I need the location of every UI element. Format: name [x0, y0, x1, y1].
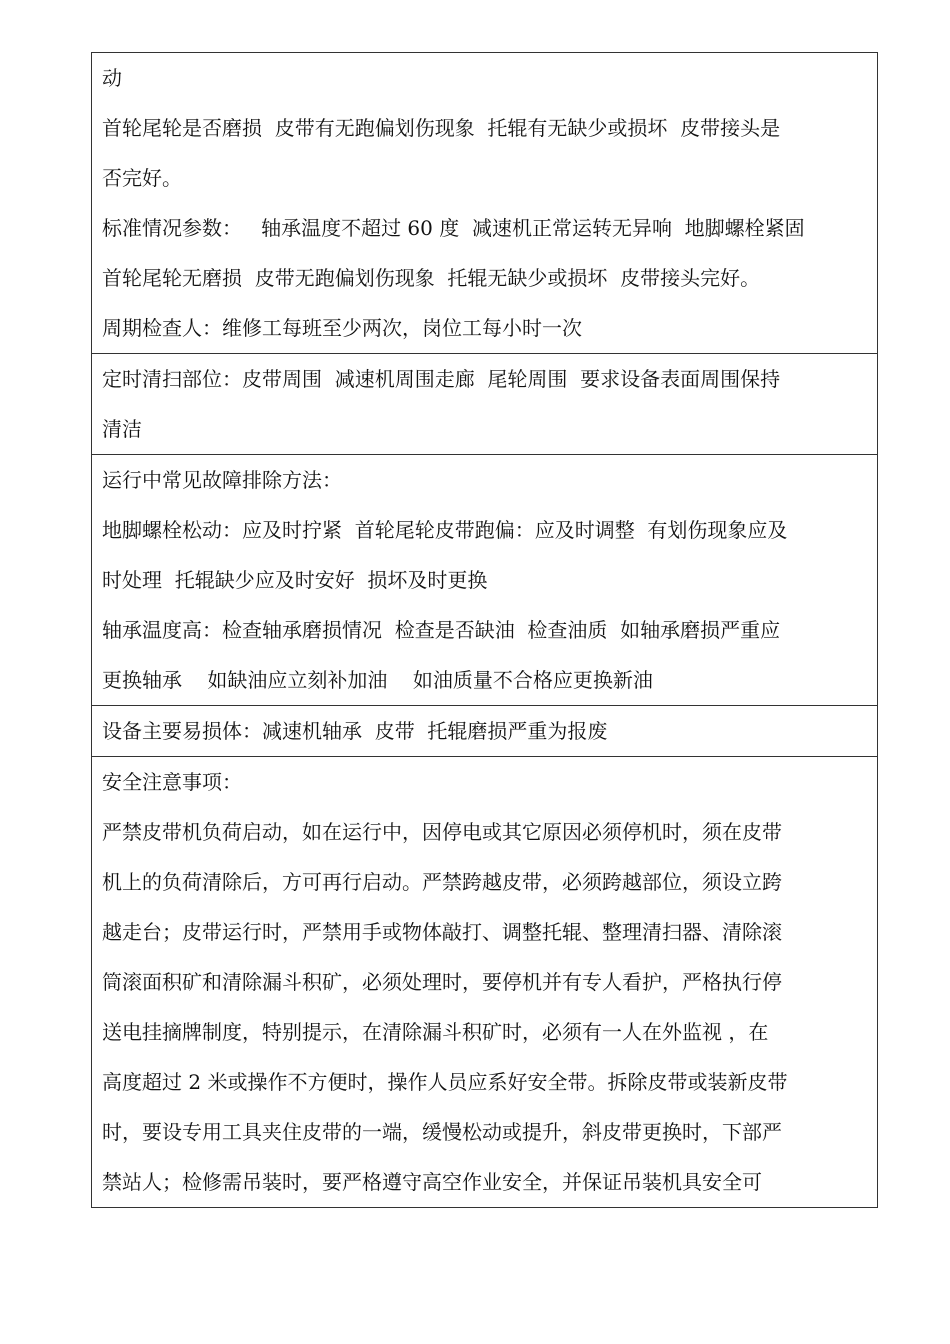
text-line: 机上的负荷清除后，方可再行启动。严禁跨越皮带，必须跨越部位，须设立跨: [102, 870, 782, 894]
text-line: 清洁: [102, 417, 142, 441]
text-line: 设备主要易损体：减速机轴承 皮带 托辊磨损严重为报废: [102, 719, 608, 743]
text-line: 高度超过 2 米或操作不方便时，操作人员应系好安全带。拆除皮带或装新皮带: [102, 1070, 788, 1094]
text-line: 安全注意事项：: [102, 770, 242, 794]
document-table: [91, 52, 878, 1208]
text-line: 运行中常见故障排除方法：: [102, 468, 342, 492]
text-line: 标准情况参数： 轴承温度不超过 60 度 减速机正常运转无异响 地脚螺栓紧固: [102, 216, 805, 240]
text-line: 地脚螺栓松动：应及时拧紧 首轮尾轮皮带跑偏：应及时调整 有划伤现象应及: [102, 518, 788, 542]
text-line: 首轮尾轮是否磨损 皮带有无跑偏划伤现象 托辊有无缺少或损坏 皮带接头是: [102, 116, 781, 140]
text-line: 定时清扫部位：皮带周围 减速机周围走廊 尾轮周围 要求设备表面周围保持: [102, 367, 781, 391]
text-line: 轴承温度高：检查轴承磨损情况 检查是否缺油 检查油质 如轴承磨损严重应: [102, 618, 781, 642]
wear-parts-cell: [92, 705, 877, 756]
text-line: 动: [102, 66, 122, 90]
text-line: 禁站人；检修需吊装时，要严格遵守高空作业安全，并保证吊装机具安全可: [102, 1170, 762, 1194]
text-line: 更换轴承 如缺油应立刻补加油 如油质量不合格应更换新油: [102, 668, 653, 692]
troubleshooting-cell: [92, 454, 877, 705]
text-line: 越走台；皮带运行时，严禁用手或物体敲打、调整托辊、整理清扫器、清除滚: [102, 920, 782, 944]
safety-cell: [92, 756, 877, 1207]
text-line: 否完好。: [102, 166, 182, 190]
cleaning-cell: [92, 353, 877, 454]
text-line: 送电挂摘牌制度，特别提示，在清除漏斗积矿时，必须有一人在外监视 ，在: [102, 1020, 769, 1044]
text-line: 首轮尾轮无磨损 皮带无跑偏划伤现象 托辊无缺少或损坏 皮带接头完好。: [102, 266, 761, 290]
inspection-cell: [92, 53, 877, 353]
text-line: 时处理 托辊缺少应及时安好 损坏及时更换: [102, 568, 488, 592]
text-line: 时，要设专用工具夹住皮带的一端，缓慢松动或提升，斜皮带更换时，下部严: [102, 1120, 782, 1144]
text-line: 筒滚面积矿和清除漏斗积矿，必须处理时，要停机并有专人看护，严格执行停: [102, 970, 782, 994]
text-line: 周期检查人：维修工每班至少两次，岗位工每小时一次: [102, 316, 582, 340]
text-line: 严禁皮带机负荷启动，如在运行中，因停电或其它原因必须停机时，须在皮带: [102, 820, 782, 844]
